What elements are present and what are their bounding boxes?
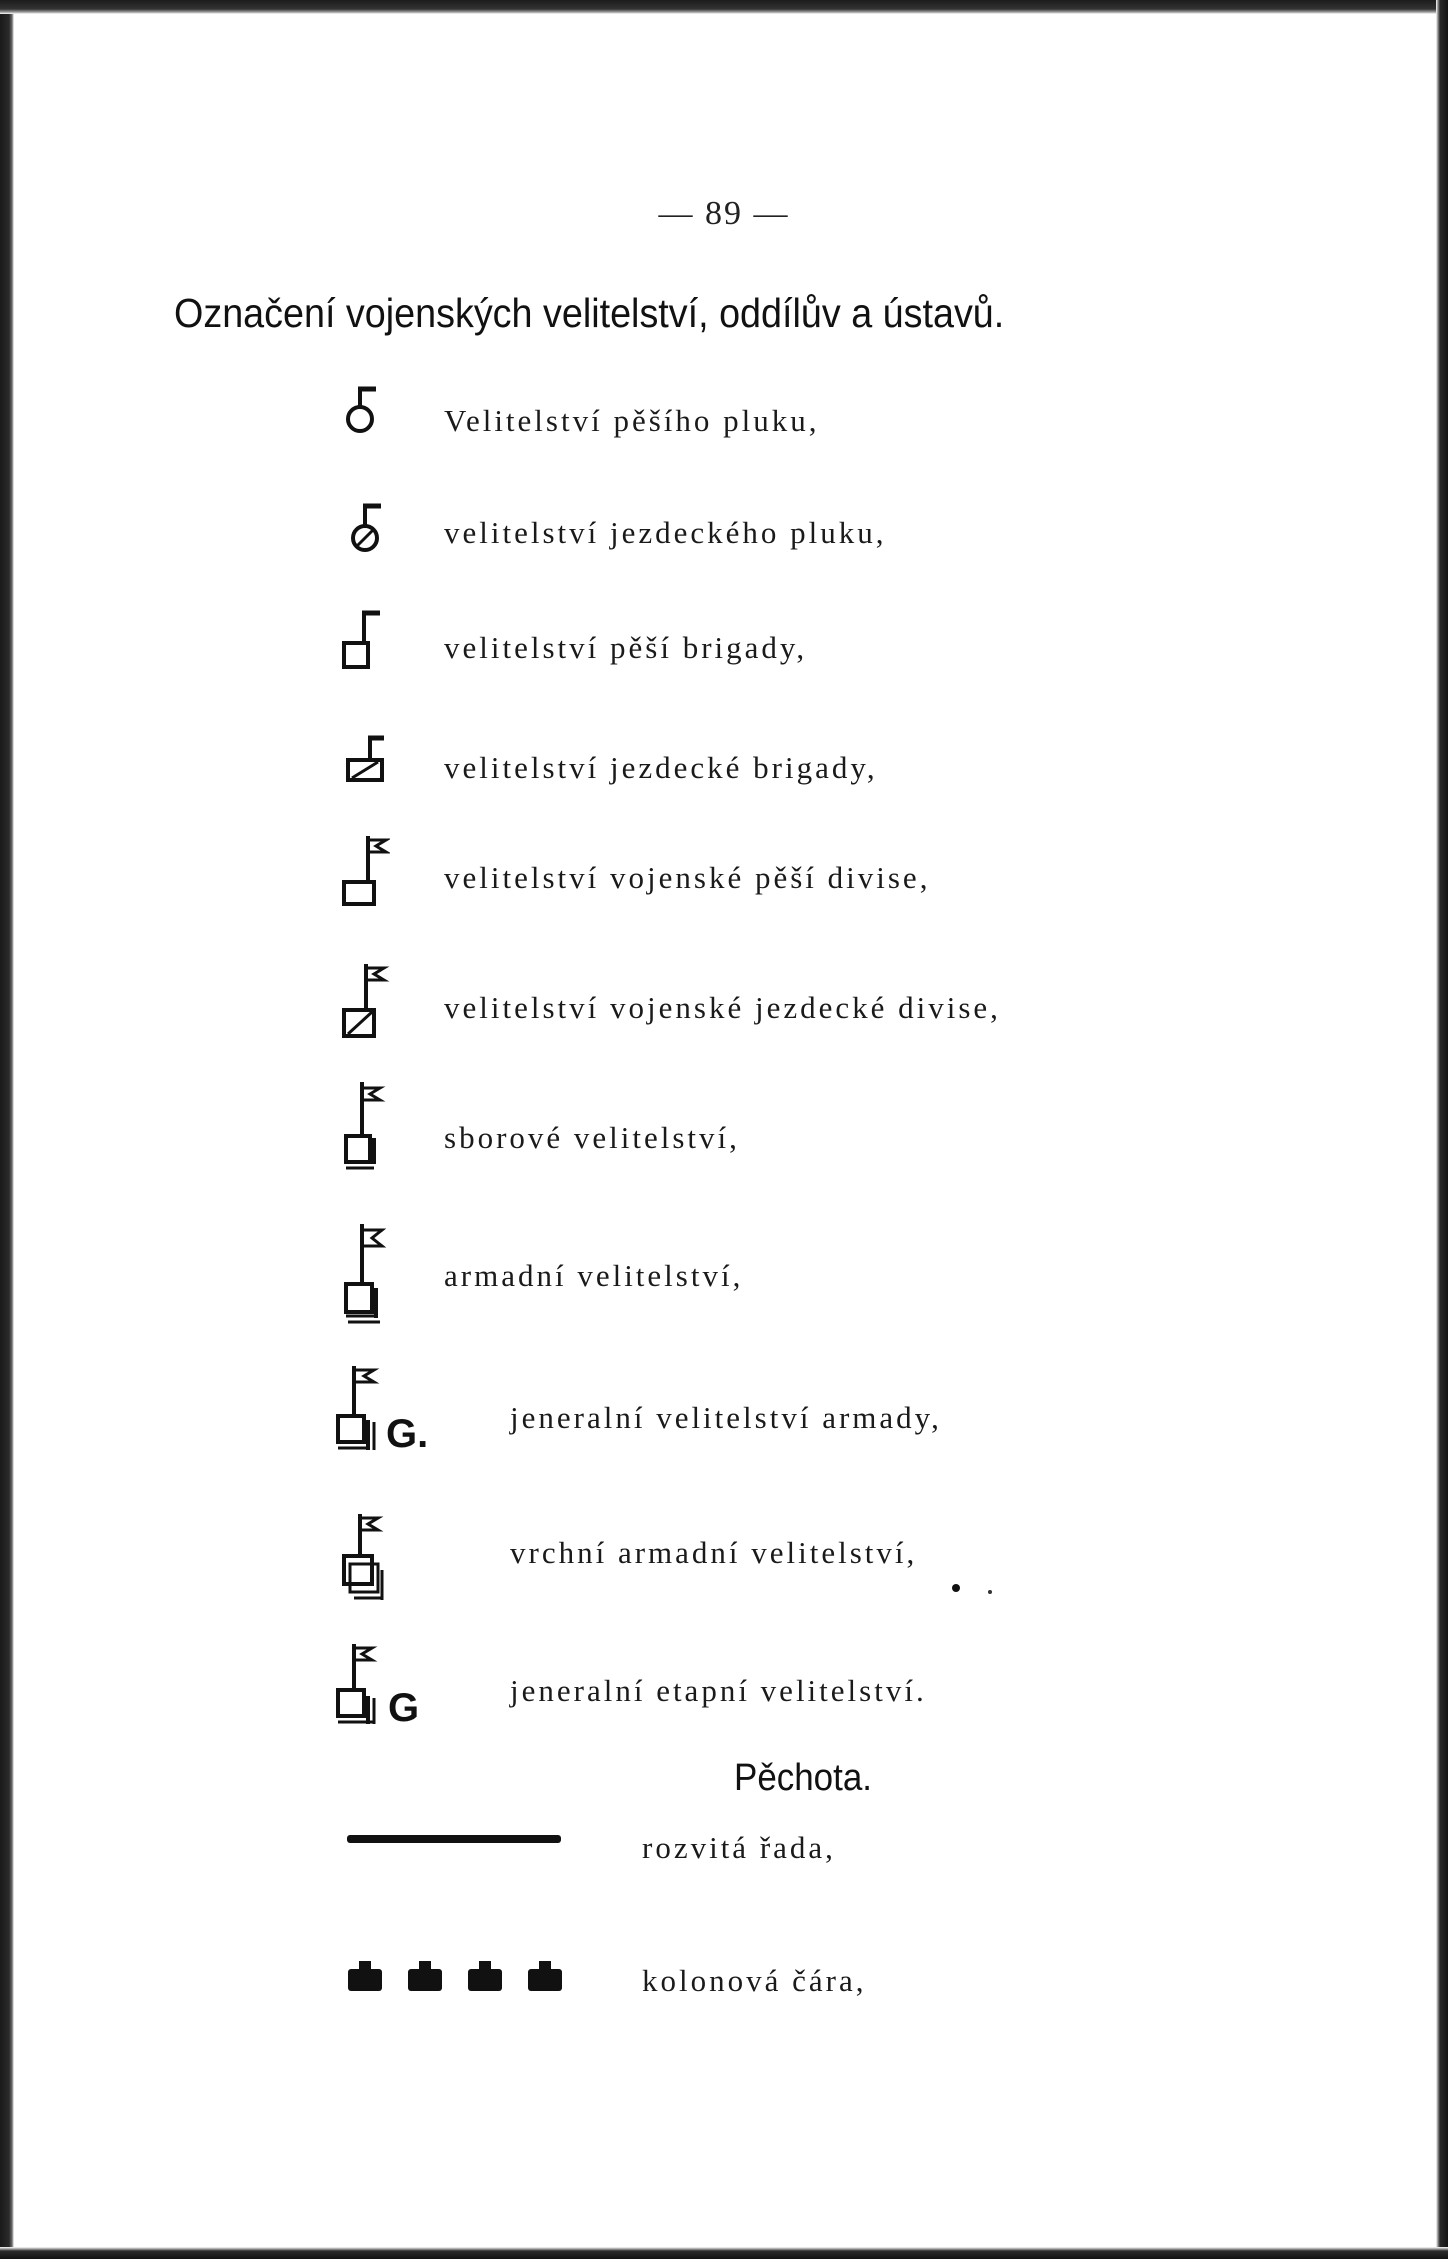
column-line-icon xyxy=(346,1957,572,1997)
regiment-infantry-hq-icon xyxy=(340,383,386,437)
division-infantry-hq-icon xyxy=(340,832,390,908)
legend-label: sborové velitelství, xyxy=(444,1120,740,1155)
legend-label: velitelství vojenské pěší divise, xyxy=(444,860,931,895)
brigade-infantry-hq-icon xyxy=(340,607,386,671)
legend-label: jeneralní etapní velitelství. xyxy=(510,1673,927,1708)
stray-ink-dots xyxy=(946,1578,1006,1598)
general-suffix-letter: G xyxy=(388,1686,420,1730)
scan-edge-top xyxy=(0,0,1448,14)
legend-label: Velitelství pěšího pluku, xyxy=(444,403,820,438)
legend-label: velitelství jezdeckého pluku, xyxy=(444,515,887,550)
scan-edge-bottom xyxy=(0,2247,1448,2259)
legend-label: vrchní armadní velitelství, xyxy=(510,1535,918,1570)
scan-edge-left xyxy=(0,0,14,2259)
legend-label: velitelství jezdecké brigady, xyxy=(444,750,878,785)
page-number: — 89 — xyxy=(658,195,790,232)
brigade-cavalry-hq-icon xyxy=(344,732,394,786)
legend-label: velitelství vojenské jezdecké divise, xyxy=(444,990,1001,1025)
division-cavalry-hq-icon xyxy=(340,960,390,1042)
legend-label: velitelství pěší brigady, xyxy=(444,630,808,665)
page-title: Označení vojenských velitelství, oddílův a ústavů. xyxy=(174,290,1005,336)
deployed-line-icon xyxy=(345,1830,565,1850)
corps-hq-icon xyxy=(340,1078,390,1174)
section-heading: Pěchota. xyxy=(734,1757,872,1799)
general-army-hq-icon xyxy=(334,1362,386,1458)
legend-label: armadní velitelství, xyxy=(444,1258,744,1293)
regiment-cavalry-hq-icon xyxy=(345,500,391,556)
legend-label: kolonová čára, xyxy=(642,1963,867,1998)
army-hq-icon xyxy=(340,1220,390,1328)
supreme-army-hq-icon xyxy=(340,1510,392,1606)
general-suffix-letter: G. xyxy=(386,1412,429,1456)
legend-label: jeneralní velitelství armady, xyxy=(510,1400,942,1435)
legend-label: rozvitá řada, xyxy=(642,1830,836,1865)
general-etappe-hq-icon xyxy=(334,1640,386,1736)
scan-edge-right xyxy=(1436,0,1448,2259)
